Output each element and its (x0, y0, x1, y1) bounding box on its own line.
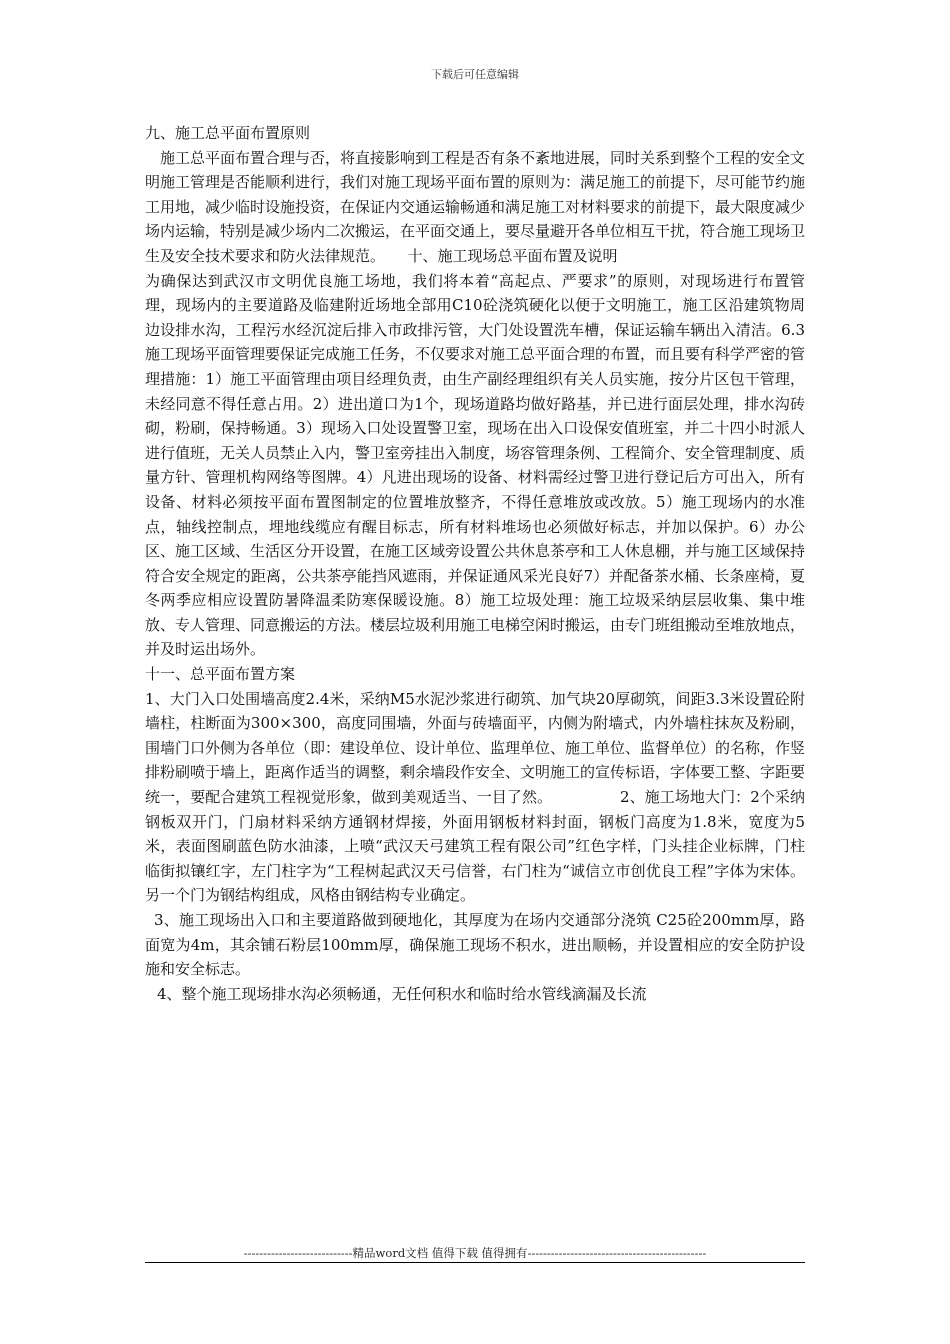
document-body (145, 121, 805, 1006)
section-9-title: 九、施工总平面布置原则 (145, 124, 311, 142)
section-11-title: 十一、总平面布置方案 (145, 665, 296, 684)
section-11-paragraph-4: 4、整个施工现场排水沟必须畅通，无任何积水和临时给水管线滴漏及长流 (157, 984, 647, 1003)
section-10-paragraph: 为确保达到武汉市文明优良施工场地，我们将本着“高起点、严要求”的原则，对现场进行布置管理，现场内的主要道路及临建附近场地全部用C10砼浇筑硬化以便于文明施工，施工区沿建筑物周边设排水沟，工程污水经沉淀后排入市政排污管，大门处设置洗车槽，保证运输车辆出入清洁。6.3施工现场平面管理要保证完成施工任务，不仅要求对施工总平面合理的布置，而且要有科学严密的管理措施：1）施工平面管理由项目经理负责，由生产副经理组织有关人员实施，按分片区包干管理，未经同意不得任意占用。2）进出道口为1个，现场道路均做好路基，并已进行面层处理，排水沟砖砌，粉刷，保持畅通。3）现场入口处设置警卫室，现场在出入口设保安值班室，并二十四小时派人进行值班，无关人员禁止入内，警卫室旁挂出入制度，场容管理条例、工程简介、安全管理制度、质量方针、管理机构网络等图牌。4）凡进出现场的设备、材料需经过警卫进行登记后方可出入，所有设备、材料必须按平面布置图制定的位置堆放整齐，不得任意堆放或改放。5）施工现场内的水准点，轴线控制点，埋地线缆应有醒目标志，所有材料堆场也必须做好标志，并加以保护。6）办公区、施工区域、生活区分开设置，在施工区域旁设置公共休息茶亭和工人休息棚，并与施工区域保持符合安全规定的距离，公共茶亭能挡风遮雨，并保证通风采光良好7）并配备茶水桶、长条座椅，夏冬两季应相应设置防暑降温柔防寒保暖设施。8）施工垃圾处理：施工垃圾采纳层层收集、集中堆放、专人管理、同意搬运的方法。楼层垃圾利用施工电梯空闲时搬运，由专门班组搬动至堆放地点，并及时运出场外。 (145, 271, 806, 659)
section-11-paragraph-1: 1、大门入口处围墙高度2.4米，采纳M5水泥沙浆进行砌筑、加气块20厚砌筑，间距3.3米设置砼附墙柱，柱断面为300×300，高度同围墙，外面与砖墙面平，内侧为附墙式，内外墙柱抹灰及粉刷，围墙门口外侧为各单位（即：建设单位、设计单位、监理单位、施工单位、监督单位）的名称，作竖排粉刷喷于墙上，距离作适当的调整，剩余墙段作安全、文明施工的宣传标语，字体要工整、字距要统一，要配合建筑工程视觉形象，做到美观适当、一目了然。 2、施工场地大门：2个采纳钢板双开门，门扇材料采纳方通钢材焊接，外面用钢板材料封面，钢板门高度为1.8米，宽度为5米，表面图刷蓝色防水油漆，上喷“武汉天弓建筑工程有限公司”红色字样，门头挂企业标牌，门柱临街拟镶红字，左门柱字为“工程树起武汉天弓信誉，右门柱为“诚信立市创优良工程”字体为宋体。另一个门为钢结构组成，风格由钢结构专业确定。 (145, 689, 806, 905)
section-9-paragraph: 施工总平面布置合理与否，将直接影响到工程是否有条不紊地进展，同时关系到整个工程的安全文明施工管理是否能顺利进行，我们对施工现场平面布置的原则为：满足施工的前提下，尽可能节约施工用地，减少临时设施投资，在保证内交通运输畅通和满足施工对材料要求的前提下，最大限度减少场内运输，特别是减少场内二次搬运，在平面交通上，要尽量避开各单位相互干扰，符合施工现场卫生及安全技术要求和防火法律规范。 十、施工现场总平面布置及说明 (145, 148, 806, 265)
page-footer: ----------------------------精品word文档 值得下载 值得拥有---------------------------------------------- (243, 1246, 707, 1260)
page-header: 下载后可任意编辑 (431, 68, 519, 81)
footer-divider (145, 1262, 805, 1263)
section-11-paragraph-3: 3、施工现场出入口和主要道路做到硬地化，其厚度为在场内交通部分浇筑 C25砼200mm厚，路面宽为4m，其余铺石粉层100mm厚，确保施工现场不积水，进出顺畅，并设置相应的安全防护设施和安全标志。 (145, 911, 805, 979)
